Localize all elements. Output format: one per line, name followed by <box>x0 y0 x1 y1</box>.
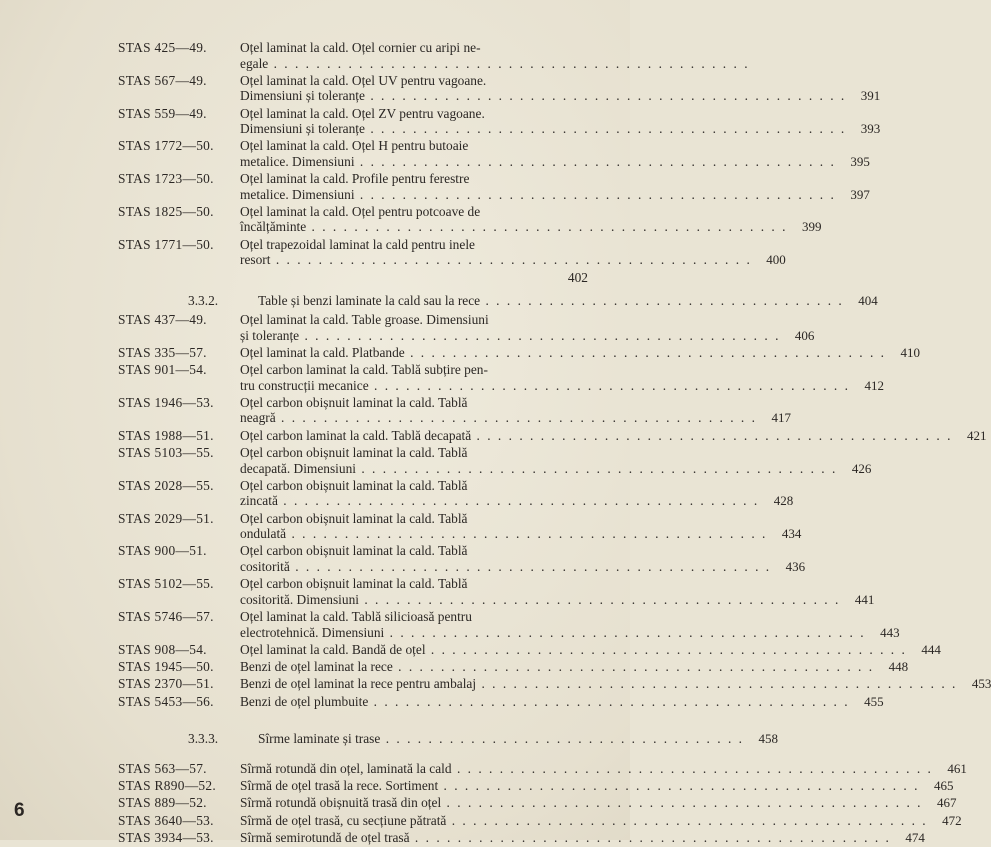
page-number: 412 <box>864 377 884 393</box>
standard-code: STAS 559—49. <box>118 105 207 121</box>
entry-title <box>240 813 962 829</box>
page-number: 444 <box>921 641 941 657</box>
toc-entry <box>118 138 870 169</box>
toc-entry <box>118 427 987 444</box>
standard-code: STAS R890—52. <box>118 778 217 794</box>
entry-title <box>240 138 870 169</box>
section-number: 3.3.2. <box>188 292 219 308</box>
entry-title-line: Oțel carbon laminat la cald. Tablă subțire pen- <box>240 362 488 378</box>
standard-code: STAS 900—51. <box>118 543 207 559</box>
entry-title <box>240 428 986 444</box>
toc-entry <box>118 760 967 777</box>
entry-title-line: Sîrmă rotundă obișnuită trasă din oțel . . . <box>240 795 923 811</box>
standard-code: STAS 1771—50. <box>118 236 214 252</box>
page-number: 395 <box>850 153 870 169</box>
entry-title-line: zincată . . . <box>240 493 759 509</box>
entry-title-line: Benzi de oțel laminat la rece pentru ambalaj . . . <box>240 676 957 692</box>
entry-title-line: Oțel trapezoidal laminat la cald pentru inele <box>240 236 475 252</box>
standard-code: STAS 2029—51. <box>118 510 214 526</box>
page-number: 453 <box>971 676 991 692</box>
toc-entry <box>118 344 921 361</box>
entry-title-line: Oțel carbon obișnuit laminat la cald. Tablă <box>240 510 468 526</box>
toc-entry <box>118 40 588 71</box>
entry-title-line: Oțel laminat la cald. Oțel H pentru butoaie <box>240 138 469 154</box>
entry-title <box>240 761 967 777</box>
table-of-contents <box>118 40 991 847</box>
standard-code: STAS 3934—53. <box>118 829 214 845</box>
toc-entry <box>118 676 991 692</box>
entry-title <box>240 40 784 71</box>
entry-title <box>240 73 880 104</box>
entry-title-line: Sîrmă de oțel trasă, cu secțiune pătrată . . . <box>240 813 928 829</box>
toc-entry <box>118 510 802 542</box>
entry-title-line: Oțel carbon obișnuit laminat la cald. Tablă <box>240 477 468 493</box>
entry-title-line: Oțel laminat la cald. Table groase. Dimensiuni <box>240 312 489 328</box>
standard-code: STAS 437—49. <box>118 312 207 328</box>
toc-entry <box>118 659 909 675</box>
page-number: 426 <box>851 460 872 476</box>
standard-code: STAS 2370—51. <box>118 676 214 692</box>
page-number: 417 <box>771 410 791 426</box>
entry-title-line: Sîrmă de oțel trasă la rece. Sortiment . . . <box>240 778 919 794</box>
entry-title <box>240 204 821 235</box>
toc-entry <box>118 362 884 393</box>
toc-entry <box>118 812 962 829</box>
toc-entry <box>118 171 870 202</box>
entry-title-line: Oțel carbon laminat la cald. Tablă decapată . . . <box>240 428 952 444</box>
entry-title-line: Dimensiuni și toleranțe . . . <box>240 88 846 104</box>
entry-title <box>240 659 908 675</box>
section-heading-3-3-2 <box>118 292 878 309</box>
entry-title-line: Benzi de oțel laminat la rece . . . <box>240 659 874 675</box>
entry-title-line: resort . . . <box>240 252 752 268</box>
entry-title <box>240 345 920 361</box>
page-number: 406 <box>794 327 815 343</box>
standard-code: STAS 335—57. <box>118 344 207 360</box>
entry-title-line: Sîrmă rotundă din oțel, laminată la cald . . . <box>240 761 933 777</box>
page-number: 400 <box>766 252 786 268</box>
page-number: 441 <box>854 591 875 607</box>
entry-title-line: Oțel carbon obișnuit laminat la cald. Tablă <box>240 576 468 592</box>
page-number: 448 <box>888 659 909 675</box>
entry-title <box>240 778 953 794</box>
entry-title <box>240 445 871 476</box>
toc-entry <box>118 203 822 235</box>
section-heading-3-3-3 <box>118 731 778 747</box>
entry-title <box>240 642 941 658</box>
standard-code: STAS 1772—50. <box>118 138 214 154</box>
standard-code: STAS 1825—50. <box>118 203 214 219</box>
entry-title-line: Sîrmă semirotundă de oțel trasă . . . <box>240 830 891 846</box>
page-number: 410 <box>900 344 921 360</box>
entry-title-line: Oțel laminat la cald. Oțel ZV pentru vagoane. <box>240 105 485 121</box>
page-number: 399 <box>801 219 822 235</box>
toc-entry <box>118 609 900 640</box>
page-number: 397 <box>850 186 870 202</box>
page-number: 461 <box>947 760 967 776</box>
toc-entry <box>118 477 794 509</box>
entry-title-line: Oțel laminat la cald. Oțel pentru potcoave de <box>240 203 481 219</box>
entry-title-line: electrotehnică. Dimensiuni . . . <box>240 625 866 641</box>
entry-title-line: și toleranțe . . . <box>240 328 780 344</box>
page-number: 434 <box>781 526 802 542</box>
entry-title-line: cositorită. Dimensiuni . . . <box>240 592 840 608</box>
standard-code: STAS 901—54. <box>118 362 207 378</box>
entry-title-line: cositorită . . . <box>240 559 771 575</box>
page-number: 404 <box>858 292 878 308</box>
page-number: 402 <box>567 269 588 285</box>
entry-title <box>240 478 793 509</box>
section-title: Sîrme laminate și trase . . . 458 <box>258 731 778 747</box>
toc-entry <box>118 795 957 811</box>
toc-entry <box>118 576 875 607</box>
toc-entry <box>118 693 884 710</box>
standard-code: STAS 5453—56. <box>118 693 214 709</box>
entry-title-line: decapată. Dimensiuni . . . <box>240 461 837 477</box>
toc-entry <box>118 543 806 574</box>
standard-code: STAS 5746—57. <box>118 609 214 625</box>
standard-code: STAS 889—52. <box>118 795 207 811</box>
entry-title-line: Benzi de oțel plumbuite . . . <box>240 694 850 710</box>
page-number: 393 <box>860 121 881 137</box>
entry-title-line: egale . . . <box>240 56 750 72</box>
standard-code: STAS 1723—50. <box>118 171 214 187</box>
entry-title <box>240 795 957 811</box>
entry-title-line: tru construcții mecanice . . . <box>240 378 850 394</box>
toc-entry <box>118 394 791 426</box>
section-number: 3.3.3. <box>188 731 219 747</box>
toc-entry <box>118 72 881 104</box>
standard-code: STAS 2028—55. <box>118 477 214 493</box>
entry-title <box>240 511 801 542</box>
entry-group-wires <box>118 760 967 846</box>
toc-entry <box>118 641 941 658</box>
page-number: 467 <box>937 795 957 811</box>
toc-entry <box>118 236 786 268</box>
standard-code: STAS 5102—55. <box>118 576 214 592</box>
page-number: 474 <box>905 829 925 845</box>
standard-code: STAS 1988—51. <box>118 427 214 443</box>
entry-group-profiles <box>118 40 881 285</box>
toc-entry <box>118 778 954 794</box>
entry-title <box>240 543 805 574</box>
entry-title <box>240 395 791 426</box>
entry-title-line: Oțel laminat la cald. Bandă de oțel . . . <box>240 642 907 658</box>
entry-group-sheets-strips <box>118 312 991 709</box>
entry-title-line: ondulată . . . <box>240 526 767 542</box>
entry-title-line: Oțel carbon obișnuit laminat la cald. Tablă <box>240 445 468 461</box>
page-number: 472 <box>942 812 962 828</box>
entry-title <box>240 609 900 640</box>
page-number: 455 <box>864 693 884 709</box>
entry-title-line: Oțel laminat la cald. Oțel UV pentru vagoane. <box>240 72 487 88</box>
page-number: 421 <box>966 427 987 443</box>
standard-code: STAS 908—54. <box>118 641 207 657</box>
page-number: 443 <box>880 624 900 640</box>
section-title: Table și benzi laminate la cald sau la rece . . . 404 <box>258 293 878 309</box>
entry-title <box>240 362 884 393</box>
page-number: 465 <box>933 778 954 794</box>
entry-title-line: Oțel laminat la cald. Tablă silicioasă pentru <box>240 609 472 625</box>
entry-title-line: metalice. Dimensiuni . . . <box>240 187 836 203</box>
entry-title-line: Oțel carbon obișnuit laminat la cald. Tablă <box>240 543 468 559</box>
entry-title <box>240 830 925 846</box>
toc-entry <box>118 445 872 476</box>
toc-entry <box>118 105 881 137</box>
entry-title <box>240 171 870 202</box>
page-number: 391 <box>860 88 881 104</box>
entry-title-line: metalice. Dimensiuni . . . <box>240 154 836 170</box>
toc-entry <box>118 312 815 343</box>
entry-title-line: Oțel laminat la cald. Oțel cornier cu aripi ne- <box>240 40 481 55</box>
entry-title <box>240 676 991 692</box>
entry-title-line: încălțăminte . . . <box>240 219 787 235</box>
entry-title <box>240 106 880 137</box>
standard-code: STAS 563—57. <box>118 760 207 776</box>
entry-title-line: Oțel laminat la cald. Platbande . . . <box>240 345 886 361</box>
page-number: 458 <box>758 731 778 747</box>
entry-title-line: Dimensiuni și toleranțe . . . <box>240 121 846 137</box>
standard-code: STAS 1945—50. <box>118 659 214 675</box>
entry-title <box>240 694 884 710</box>
entry-title <box>240 576 874 607</box>
standard-code: STAS 3640—53. <box>118 812 214 828</box>
page-folio: 6 <box>14 800 25 821</box>
entry-title <box>240 312 814 343</box>
standard-code: STAS 5103—55. <box>118 445 214 461</box>
entry-title <box>240 237 786 268</box>
entry-title-line: Oțel carbon obișnuit laminat la cald. Tablă <box>240 394 468 410</box>
standard-code: STAS 567—49. <box>118 72 207 88</box>
toc-entry <box>118 829 925 846</box>
page-number: 436 <box>785 558 806 574</box>
standard-code: STAS 1946—53. <box>118 394 214 410</box>
page-number: 428 <box>773 493 794 509</box>
standard-code: STAS 425—49. <box>118 40 207 55</box>
entry-title-line: Oțel laminat la cald. Profile pentru ferestre <box>240 171 470 187</box>
entry-title-line: neagră . . . <box>240 410 757 426</box>
